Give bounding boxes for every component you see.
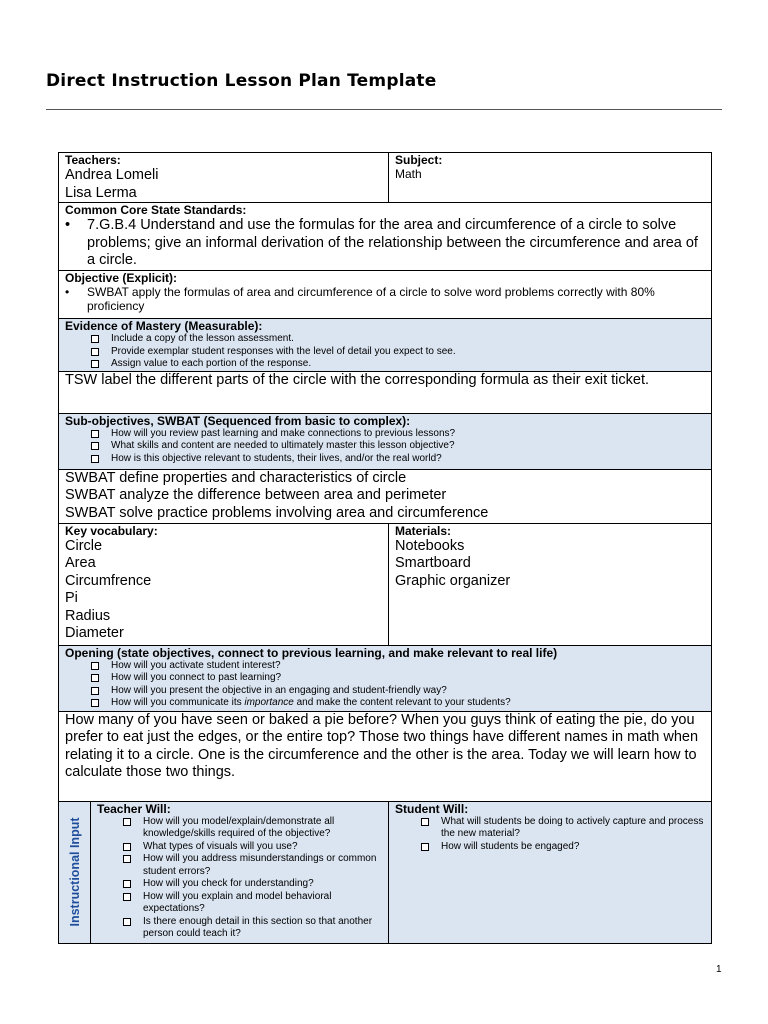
mastery-response-cell <box>59 371 712 413</box>
subject-label: Subject: <box>395 153 443 167</box>
teacher-prompt: How will you address misunderstandings or common student errors? <box>123 853 382 878</box>
subobjective-item: SWBAT analyze the difference between area and perimeter <box>65 487 447 503</box>
teachers-cell <box>59 153 389 203</box>
teacher-name: Andrea Lomeli <box>65 167 159 183</box>
material-item: Graphic organizer <box>395 572 511 589</box>
material-item: Notebooks <box>395 537 465 554</box>
vocabulary-item: Circumfrence <box>65 572 152 589</box>
lesson-plan-table <box>58 152 712 944</box>
opening-prompt: How will you connect to past learning? <box>91 672 705 685</box>
checkbox-icon <box>91 455 99 463</box>
checkbox-icon <box>123 818 131 826</box>
title-divider <box>46 109 722 110</box>
checkbox-icon <box>123 843 131 851</box>
checkbox-icon <box>91 430 99 438</box>
checkbox-icon <box>91 442 99 450</box>
mastery-response: TSW label the different parts of the circle with the corresponding formula as their exit ticket. <box>65 371 650 388</box>
subobjective-item: SWBAT define properties and characteristics of circle <box>65 469 407 486</box>
teacher-prompt: How will you model/explain/demonstrate all knowledge/skills required of the objective? <box>123 816 382 841</box>
material-item: Smartboard <box>395 555 471 571</box>
checkbox-icon <box>91 674 99 682</box>
checkbox-icon <box>91 699 99 707</box>
opening-prompt: How will you activate student interest? <box>91 660 705 673</box>
materials-label: Materials: <box>395 523 452 538</box>
vocabulary-cell <box>59 523 389 645</box>
mastery-prompt: Provide exemplar student responses with the level of detail you expect to see. <box>91 346 705 359</box>
checkbox-icon <box>421 818 429 826</box>
student-will-cell <box>389 801 712 943</box>
checkbox-icon <box>91 360 99 368</box>
document-title: Direct Instruction Lesson Plan Template <box>46 71 437 91</box>
opening-prompt-cell <box>59 645 712 711</box>
materials-cell <box>389 523 712 645</box>
checkbox-icon <box>123 918 131 926</box>
opening-prompt: How will you communicate its importance and make the content relevant to your students? <box>91 697 705 710</box>
mastery-label: Evidence of Mastery (Measurable): <box>65 319 263 333</box>
vocabulary-label: Key vocabulary: <box>65 523 158 538</box>
page-number: 1 <box>716 964 722 975</box>
opening-label: Opening (state objectives, connect to previous learning, and make relevant to real life) <box>65 645 558 660</box>
subobjectives-prompt-cell <box>59 413 712 469</box>
checkbox-icon <box>421 843 429 851</box>
opening-prompt: How will you present the objective in an engaging and student-friendly way? <box>91 685 705 698</box>
subject-cell <box>389 153 712 203</box>
checkbox-icon <box>91 687 99 695</box>
subobjective-prompt: How will you review past learning and make connections to previous lessons? <box>91 428 705 441</box>
student-prompt: What will students be doing to actively capture and process the new material? <box>421 816 705 841</box>
student-will-label: Student Will: <box>395 801 469 816</box>
instructional-input-label: Instructional Input <box>67 817 82 927</box>
teacher-prompt: What types of visuals will you use? <box>123 841 382 854</box>
subobjective-item: SWBAT solve practice problems involving area and circumference <box>65 504 489 521</box>
objective-item: • SWBAT apply the formulas of area and circumference of a circle to solve word problems correctly with 80% proficiency <box>65 285 705 313</box>
vocabulary-item: Diameter <box>65 625 124 641</box>
checkbox-icon <box>123 893 131 901</box>
mastery-prompt: Include a copy of the lesson assessment. <box>91 333 705 346</box>
subobjective-prompt: What skills and content are needed to ultimately master this lesson objective? <box>91 440 705 453</box>
mastery-prompt-cell <box>59 319 712 372</box>
checkbox-icon <box>123 855 131 863</box>
instructional-input-side-cell <box>59 801 91 943</box>
opening-response: How many of you have seen or baked a pie before? When you guys think of eating the pie, do you prefer to eat just the edges, or the entire top? Those two things have different names in math when relating it to a circle. One is the circumference and the other is the area. Today we will learn how to calculate those two things. <box>65 711 699 780</box>
checkbox-icon <box>123 880 131 888</box>
vocabulary-item: Radius <box>65 607 111 624</box>
teacher-will-label: Teacher Will: <box>97 801 171 816</box>
checkbox-icon <box>91 335 99 343</box>
checkbox-icon <box>91 348 99 356</box>
subject-value: Math <box>395 167 422 181</box>
teacher-prompt: How will you explain and model behavioral expectations? <box>123 891 382 916</box>
opening-response-cell <box>59 711 712 801</box>
teacher-will-cell <box>91 801 389 943</box>
objective-label: Objective (Explicit): <box>65 271 178 285</box>
subobjectives-label: Sub-objectives, SWBAT (Sequenced from basic to complex): <box>65 413 411 428</box>
teachers-label: Teachers: <box>65 153 121 167</box>
teacher-prompt: How will you check for understanding? <box>123 878 382 891</box>
checkbox-icon <box>91 662 99 670</box>
standard-item: • 7.G.B.4 Understand and use the formulas for the area and circumference of a circle to solve problems; give an informal derivation of the relationship between the circumference and area of a circle. <box>65 217 705 270</box>
standards-cell <box>59 203 712 271</box>
vocabulary-item: Circle <box>65 537 103 554</box>
student-prompt: How will students be engaged? <box>421 841 705 854</box>
standards-label: Common Core State Standards: <box>65 203 247 217</box>
vocabulary-item: Pi <box>65 590 78 606</box>
subobjectives-response-cell <box>59 469 712 523</box>
objective-cell <box>59 271 712 319</box>
teacher-name: Lisa Lerma <box>65 184 137 201</box>
vocabulary-item: Area <box>65 555 96 571</box>
mastery-prompt: Assign value to each portion of the response. <box>91 358 705 371</box>
subobjective-prompt: How is this objective relevant to students, their lives, and/or the real world? <box>91 453 705 466</box>
teacher-prompt: Is there enough detail in this section so that another person could teach it? <box>123 916 382 941</box>
